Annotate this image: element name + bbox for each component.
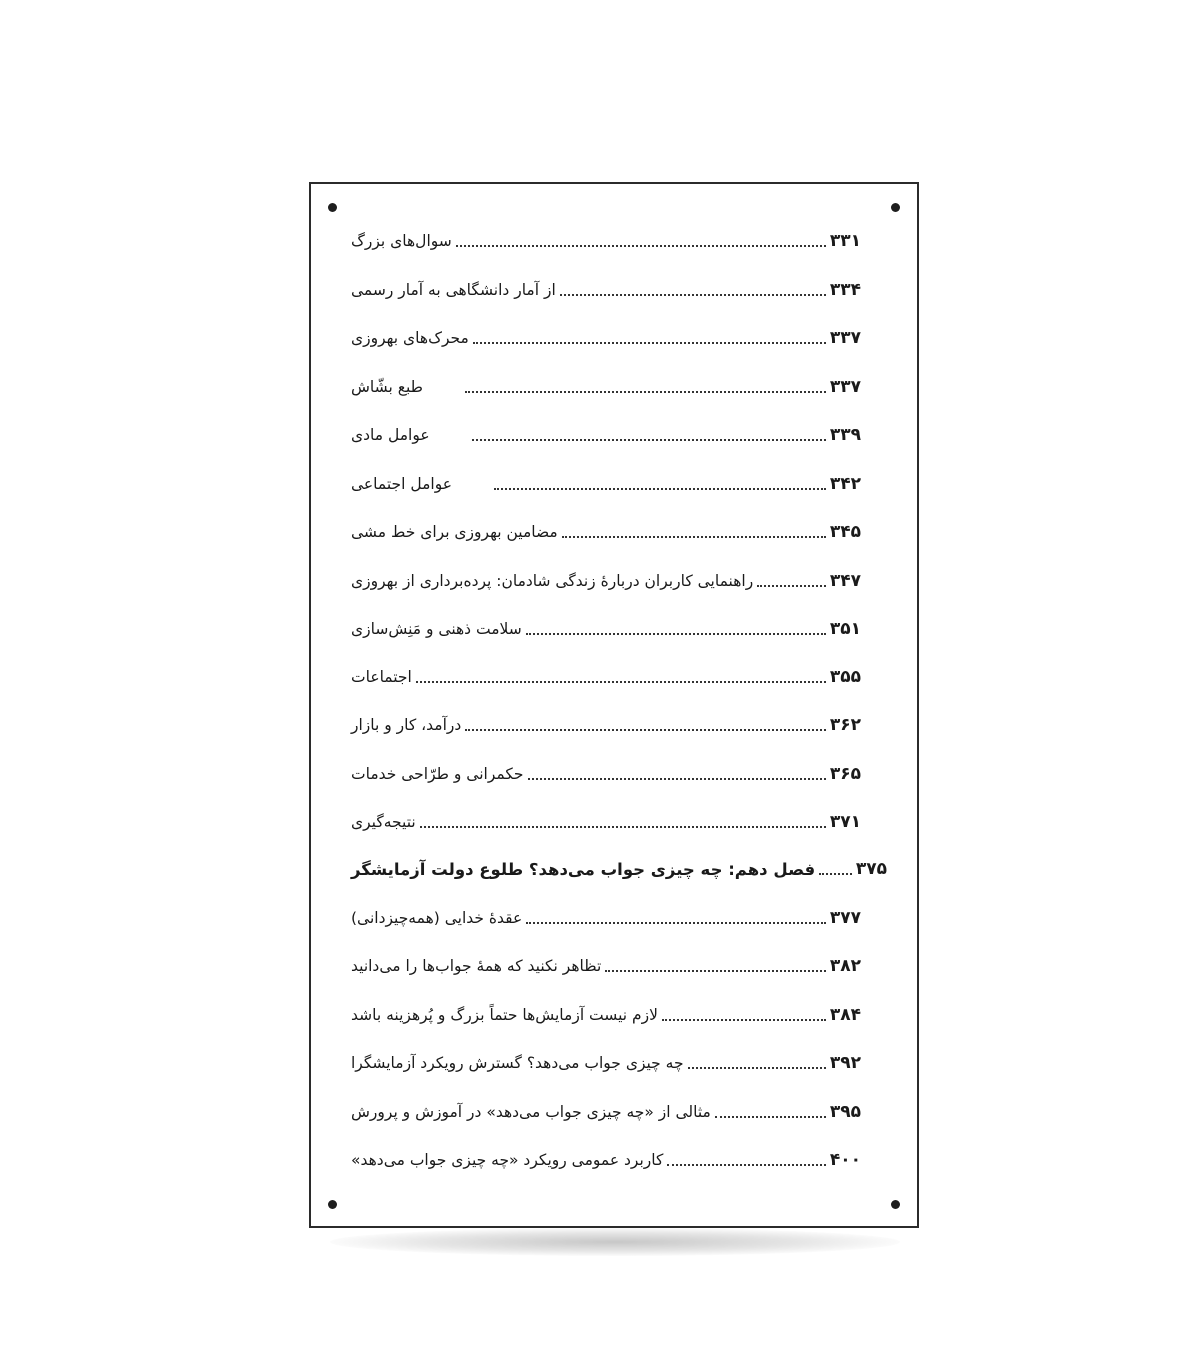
toc-entry — [351, 759, 861, 789]
dot-leader — [465, 391, 826, 393]
dot-leader — [662, 1019, 826, 1021]
toc-entry-page: ۳۹۲ — [829, 1053, 861, 1073]
toc-entry-page: ۳۷۷ — [829, 908, 861, 928]
toc-entry-page: ۳۷۵ — [855, 859, 887, 879]
toc-entry-title: کاربرد عمومی رویکرد «چه چیزی جواب می‌دهد» — [351, 1151, 664, 1169]
toc-entry-title: لازم نیست آزمایش‌ها حتماً بزرگ و پُرهزینه باشد — [351, 1006, 658, 1024]
toc-entry — [351, 807, 861, 837]
toc-page — [309, 182, 919, 1228]
toc-entry-title: سلامت ذهنی و مَنِش‌سازی — [351, 620, 522, 638]
toc-entry — [351, 951, 861, 981]
dot-leader — [526, 922, 826, 924]
toc-entry-title: طبع بشّاش — [351, 378, 423, 396]
toc-entry-title: چه چیزی جواب می‌دهد؟ گسترش رویکرد آزمایشگرا — [351, 1054, 684, 1072]
toc-entry-page: ۳۳۱ — [829, 231, 861, 251]
dot-leader — [473, 342, 826, 344]
dot-leader — [416, 681, 826, 683]
toc-entry — [351, 275, 861, 305]
table-of-contents — [311, 184, 917, 1226]
toc-entry — [351, 323, 861, 353]
toc-entry-title: درآمد، کار و بازار — [351, 716, 462, 734]
toc-entry-page: ۳۳۹ — [829, 425, 861, 445]
toc-entry-title: از آمار دانشگاهی به آمار رسمی — [351, 281, 556, 299]
toc-entry-title: عوامل اجتماعی — [351, 475, 452, 493]
toc-entry-page: ۳۶۵ — [829, 764, 861, 784]
toc-entry-page: ۳۸۲ — [829, 956, 861, 976]
toc-entry-title: حکمرانی و طرّاحی خدمات — [351, 765, 524, 783]
dot-leader — [420, 826, 826, 828]
dot-leader — [688, 1067, 826, 1069]
toc-entry-title: مثالی از «چه چیزی جواب می‌دهد» در آموزش و پرورش — [351, 1103, 711, 1121]
toc-entry-page: ۳۶۲ — [829, 715, 861, 735]
toc-subentry — [351, 372, 861, 402]
toc-entry-title: نتیجه‌گیری — [351, 813, 416, 831]
toc-entry — [351, 1097, 861, 1127]
toc-entry-page: ۳۴۷ — [829, 571, 861, 591]
toc-entry-title: محرک‌های بهروزی — [351, 329, 469, 347]
dot-leader — [715, 1116, 826, 1118]
dot-leader — [605, 970, 826, 972]
toc-subentry — [351, 469, 861, 499]
toc-entry — [351, 614, 861, 644]
toc-entry-page: ۳۳۷ — [829, 377, 861, 397]
toc-entry — [351, 662, 861, 692]
toc-entry-page: ۳۴۵ — [829, 522, 861, 542]
toc-entry-page: ۳۵۱ — [829, 619, 861, 639]
toc-entry — [351, 566, 861, 596]
dot-leader — [465, 729, 826, 731]
toc-entry — [351, 226, 861, 256]
toc-entry-title: راهنمایی کاربران دربارهٔ زندگی شادمان: پرده‌برداری از بهروزی — [351, 572, 754, 590]
dot-leader — [560, 294, 826, 296]
toc-chapter-heading — [351, 854, 887, 884]
dot-leader — [472, 439, 826, 441]
chapter-title: فصل دهم: چه چیزی جواب می‌دهد؟ طلوع دولت آزمایشگر — [351, 859, 816, 879]
dot-leader — [667, 1164, 825, 1166]
toc-entry — [351, 903, 861, 933]
toc-entry — [351, 1048, 861, 1078]
dot-leader — [494, 488, 826, 490]
dot-leader — [757, 585, 826, 587]
toc-entry-page: ۳۳۴ — [829, 280, 861, 300]
toc-entry-title: اجتماعات — [351, 668, 412, 686]
toc-entry-title: تظاهر نکنید که همهٔ جواب‌ها را می‌دانید — [351, 957, 602, 975]
toc-entry-title: عقدهٔ خدایی (همه‌چیزدانی) — [351, 909, 523, 927]
dot-leader — [562, 536, 826, 538]
toc-entry-title: مضامین بهروزی برای خط مشی — [351, 523, 558, 541]
toc-entry-page: ۳۵۵ — [829, 667, 861, 687]
toc-entry-title: سوال‌های بزرگ — [351, 232, 452, 250]
toc-entry-page: ۳۴۲ — [829, 474, 861, 494]
toc-entry-page: ۳۷۱ — [829, 812, 861, 832]
toc-entry-title: عوامل مادی — [351, 426, 430, 444]
toc-entry-page: ۳۳۷ — [829, 328, 861, 348]
dot-leader — [456, 245, 826, 247]
page-shadow — [330, 1228, 900, 1256]
toc-entry-page: ۴۰۰ — [829, 1150, 861, 1170]
dot-leader — [528, 778, 826, 780]
toc-entry — [351, 1145, 861, 1175]
toc-entry — [351, 517, 861, 547]
toc-entry-page: ۳۸۴ — [829, 1005, 861, 1025]
dot-leader — [819, 873, 852, 875]
toc-entry-page: ۳۹۵ — [829, 1102, 861, 1122]
toc-entry — [351, 710, 861, 740]
dot-leader — [526, 633, 826, 635]
toc-entry — [351, 1000, 861, 1030]
toc-subentry — [351, 420, 861, 450]
